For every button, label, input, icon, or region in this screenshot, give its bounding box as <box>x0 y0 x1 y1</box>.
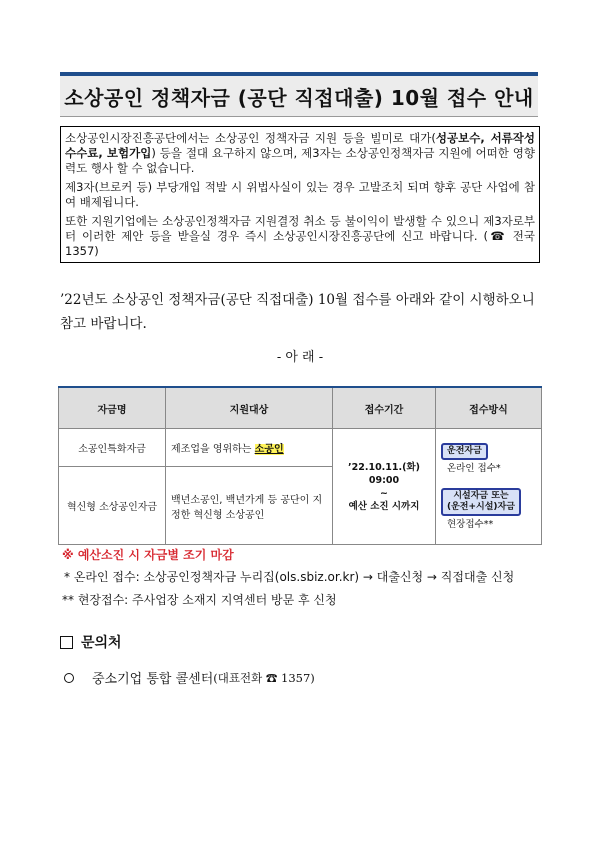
period-end: 예산 소진 시까지 <box>348 500 420 512</box>
title-banner <box>60 72 538 117</box>
early-close-warning: ※ 예산소진 시 자금별 조기 마감 <box>62 548 234 562</box>
facility-tag-line1: 시설자금 또는 <box>453 491 509 501</box>
fund-name-cell: 혁신형 소상공인자금 <box>59 467 166 545</box>
notice-p1-bold: 성공보수, 서류작성 수수료, 보험가입 <box>65 131 536 160</box>
header-period: 접수기간 <box>333 387 436 429</box>
fund-table <box>58 386 542 545</box>
period-cell <box>333 429 436 545</box>
method-online <box>441 443 536 474</box>
onsite-method-text: 현장접수** <box>447 519 494 530</box>
contact-center-name: 중소기업 통합 콜센터 <box>92 672 214 687</box>
target-cell <box>166 429 333 467</box>
notice-p1-after: ) 등을 절대 요구하지 않으며, 제3자는 소상공인정책자금 지원에 어떠한 영향력도 행사 할 수 없습니다. <box>65 146 535 175</box>
page-title: 소상공인 정책자금 (공단 직접대출) 10월 접수 안내 <box>64 85 534 110</box>
highlighted-target: 소공인 <box>254 444 284 455</box>
contact-phone: (대표전화 ☎ 1357) <box>213 670 315 685</box>
method-cell <box>436 429 542 545</box>
method-onsite <box>441 488 536 530</box>
target-cell: 백년소공인, 백년가게 등 공단이 지정한 혁신형 소상공인 <box>166 467 333 545</box>
contact-heading <box>60 632 122 652</box>
warning-notice-box <box>60 126 540 263</box>
notice-paragraph-1 <box>65 131 535 176</box>
contact-heading-text: 문의처 <box>81 635 122 651</box>
notice-paragraph-2: 제3자(브로커 등) 부당개입 적발 시 위법사실이 있는 경우 고발조치 되며 향후 공단 사업에 참여 배제됩니다. <box>65 180 535 209</box>
facility-fund-tag <box>441 488 521 516</box>
section-divider-label: - 아 래 - <box>276 350 324 365</box>
target-prefix: 제조업을 영위하는 <box>171 444 255 455</box>
contact-line <box>64 668 315 687</box>
fund-name-cell: 소공인특화자금 <box>59 429 166 467</box>
footnote-onsite: ** 현장접수: 주사업장 소재지 지역센터 방문 후 신청 <box>62 593 337 607</box>
header-fund-name: 자금명 <box>59 387 166 429</box>
header-target: 지원대상 <box>166 387 333 429</box>
period-tilde: ~ <box>380 487 388 499</box>
operating-fund-tag: 운전자금 <box>441 443 488 460</box>
table-row <box>59 429 542 467</box>
header-method: 접수방식 <box>436 387 542 429</box>
period-start: ’22.10.11.(화) 09:00 <box>348 461 420 486</box>
online-method-text: 온라인 접수* <box>447 463 501 474</box>
notice-paragraph-3: 또한 지원기업에는 소상공인정책자금 지원결정 취소 등 불이익이 발생할 수 있으니 제3자로부터 이러한 제안 등을 받을실 경우 즉시 소상공인시장진흥공단에 신고 바랍니다. (☎ 전국 1357) <box>65 214 535 258</box>
table-header-row <box>59 387 542 429</box>
checkbox-square-icon <box>60 636 73 649</box>
circle-bullet-icon <box>64 673 74 683</box>
footnote-online: * 온라인 접수: 소상공인정책자금 누리집(ols.sbiz.or.kr) → 대출신청 → 직접대출 신청 <box>64 570 515 584</box>
title-bar <box>60 76 538 117</box>
facility-tag-line2: (운전+시설)자금 <box>447 502 515 512</box>
intro-paragraph: ’22년도 소상공인 정책자금(공단 직접대출) 10월 접수를 아래와 같이 시행하오니 참고 바랍니다. <box>60 292 535 332</box>
notice-p1-before: 소상공인시장진흥공단에서는 소상공인 정책자금 지원 등을 빌미로 대가( <box>65 131 436 145</box>
